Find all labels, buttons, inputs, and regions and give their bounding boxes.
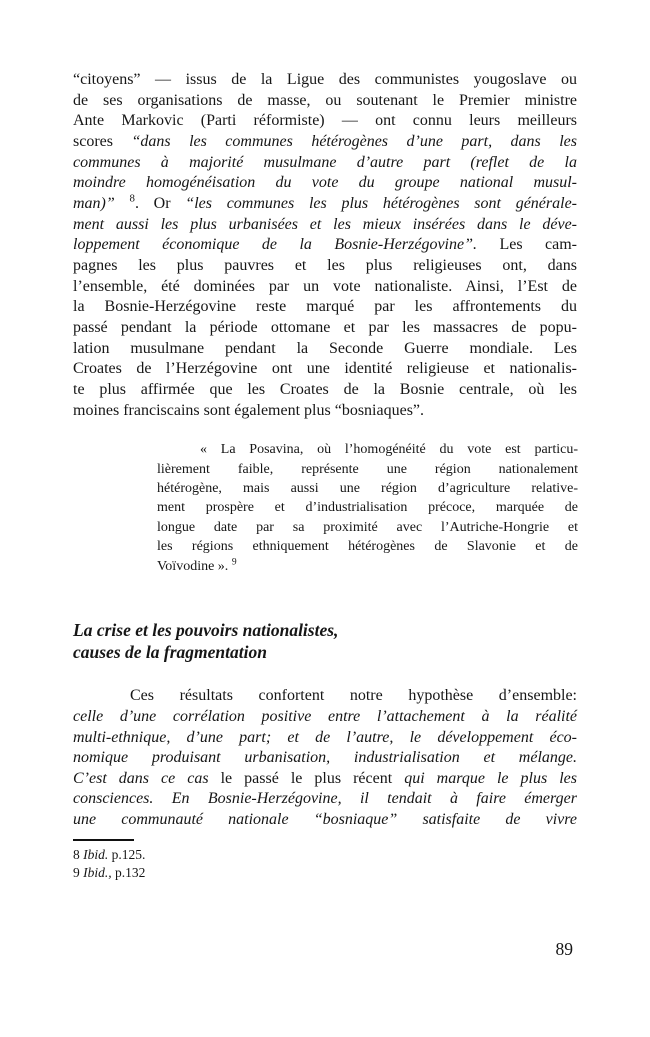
text-segment: p.125. xyxy=(108,846,146,862)
text-segment: qui marque le plus les xyxy=(404,769,578,787)
text-segment: . Or xyxy=(134,194,186,212)
text-line xyxy=(73,380,577,401)
paragraph-crisis-hypothesis xyxy=(73,686,577,831)
text-line xyxy=(157,518,578,537)
footnote-reference: 9 xyxy=(231,556,237,567)
text-segment: loppement économique de la Bosnie-Herzégovine”. xyxy=(73,236,477,254)
text-line xyxy=(73,215,577,236)
text-segment: te plus affirmée que les Croates de la Bosnie centrale, où les xyxy=(73,380,577,398)
paragraph-election-results xyxy=(73,70,577,421)
text-segment: ment prospère et d’industrialisation précoce, marquée de xyxy=(157,500,578,516)
section-heading-line2: causes de la fragmentation xyxy=(73,641,267,662)
text-segment: une communauté nationale “bosniaque” satisfaite de vivre xyxy=(73,811,577,829)
text-segment xyxy=(115,195,130,212)
text-line xyxy=(73,789,577,810)
text-segment: moindre homogénéisation du vote du groupe national musul- xyxy=(73,174,577,192)
text-line xyxy=(73,173,577,194)
text-segment: pagnes les plus pauvres et les plus religieuses ont, dans xyxy=(73,256,577,274)
footnote-divider xyxy=(73,839,134,841)
text-segment: C’est dans ce cas xyxy=(73,769,221,787)
text-segment: celle d’une corrélation positive entre l’attachement à la réalité xyxy=(73,707,577,725)
text-line xyxy=(73,686,577,707)
text-line xyxy=(157,498,578,517)
text-segment: de ses organisations de masse, ou soutenant le Premier ministre xyxy=(73,91,577,109)
text-line xyxy=(73,864,577,883)
text-line xyxy=(73,339,577,360)
page-number: 89 xyxy=(555,939,573,959)
text-segment: 9 xyxy=(73,865,84,881)
text-segment: communes à majorité musulmane d’autre part (reflet de la xyxy=(73,153,577,171)
text-line xyxy=(73,277,577,298)
text-segment: 8 xyxy=(73,846,84,862)
text-line xyxy=(157,479,578,498)
text-segment: Ibid., xyxy=(83,865,112,881)
text-segment: scores xyxy=(73,132,132,150)
text-line xyxy=(73,132,577,153)
text-segment: Voïvodine ». xyxy=(157,558,232,574)
text-line xyxy=(73,846,577,865)
text-segment: man)” xyxy=(73,194,115,212)
text-segment: “citoyens” — issus de la Ligue des communistes yougoslave ou xyxy=(73,71,577,88)
text-segment: Les cam- xyxy=(477,236,578,254)
text-segment: lation musulmane pendant la Seconde Guerre mondiale. Les xyxy=(73,339,577,357)
text-line xyxy=(157,460,578,479)
text-segment: le passé le plus récent xyxy=(220,769,405,787)
text-segment: “les communes les plus hétérogènes sont générale- xyxy=(185,194,578,212)
text-line xyxy=(73,318,577,339)
text-segment: l’ensemble, été dominées par un vote nationaliste. Ainsi, l’Est de xyxy=(73,277,577,295)
text-segment: la Bosnie-Herzégovine reste marqué par les affrontements du xyxy=(73,298,577,316)
text-segment: nomique produisant urbanisation, industrialisation et mélange. xyxy=(73,749,577,767)
text-line xyxy=(73,111,577,132)
text-segment: Ibid. xyxy=(83,846,109,862)
text-line xyxy=(73,194,577,215)
text-line xyxy=(157,440,578,459)
text-segment: « La Posavina, où l’homogénéité du vote est particu- xyxy=(200,442,578,458)
blockquote-posavina xyxy=(157,440,578,576)
text-segment: les régions ethniquement hétérogènes de Slavonie et de xyxy=(157,539,578,555)
text-segment: longue date par sa proximité avec l’Autriche-Hongrie et xyxy=(157,519,578,535)
text-line xyxy=(73,70,577,91)
text-line xyxy=(73,748,577,769)
footnotes xyxy=(73,846,577,883)
text-segment: hétérogène, mais aussi une région d’agriculture relative- xyxy=(157,480,578,496)
text-line xyxy=(73,359,577,380)
footnote-reference: 8 xyxy=(129,192,135,205)
text-segment: p.132 xyxy=(111,865,146,881)
text-segment: lièrement faible, représente une région nationalement xyxy=(157,461,578,477)
section-heading xyxy=(73,620,577,663)
text-line xyxy=(73,256,577,277)
text-line xyxy=(73,235,577,256)
text-line xyxy=(157,537,578,556)
text-segment: Ces résultats confortent notre hypothèse d’ensemble: xyxy=(130,687,577,705)
text-line xyxy=(73,401,577,422)
text-segment: multi-ethnique, d’une part; et de l’autre, le développement éco- xyxy=(73,728,577,746)
text-line xyxy=(73,91,577,112)
text-line xyxy=(73,728,577,749)
text-segment: Ante Markovic (Parti réformiste) — ont connu leurs meilleurs xyxy=(73,112,577,130)
text-segment: Croates de l’Herzégovine ont une identité religieuse et nationalis- xyxy=(73,360,577,378)
text-line xyxy=(73,707,577,728)
text-line xyxy=(73,153,577,174)
text-segment: “dans les communes hétérogènes d’une part, dans les xyxy=(131,132,578,150)
text-line xyxy=(157,557,578,576)
text-segment: passé pendant la période ottomane et par les massacres de popu- xyxy=(73,318,577,336)
text-line xyxy=(73,810,577,831)
page-content xyxy=(73,70,577,883)
section-heading-line1: La crise et les pouvoirs nationalistes, xyxy=(73,620,339,640)
text-segment: ment aussi les plus urbanisées et les mieux insérées dans le déve- xyxy=(73,215,577,233)
text-line xyxy=(73,297,577,318)
text-line xyxy=(73,769,577,790)
text-segment: moines franciscains sont également plus “bosniaques”. xyxy=(73,401,425,419)
text-segment: consciences. En Bosnie-Herzégovine, il tendait à faire émerger xyxy=(73,790,577,808)
